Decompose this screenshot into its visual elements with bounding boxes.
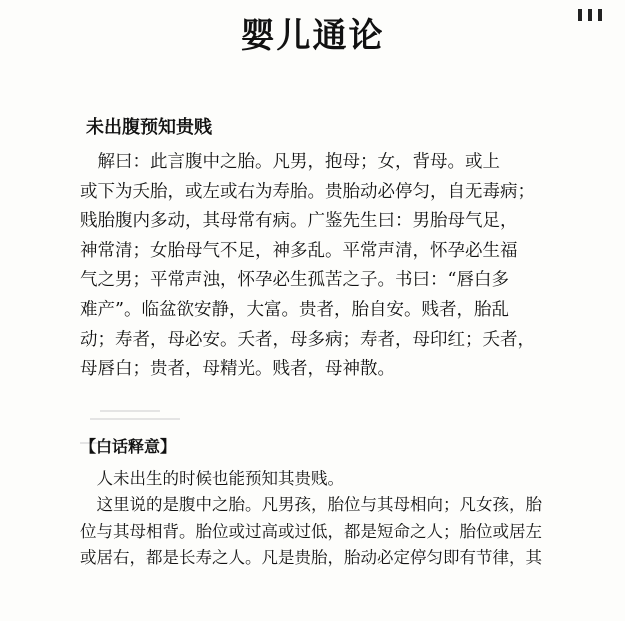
explanation-text-block	[80, 466, 590, 572]
text-line: 解曰：此言腹中之胎。凡男，抱母；女，背母。或上	[80, 152, 500, 172]
text-line: 气之男；平常声浊，怀孕必生孤苦之子。书曰：“唇白多	[80, 270, 509, 291]
text-line: 或下为夭胎，或左或右为寿胎。贵胎动必停匀，自无毒病；	[80, 181, 535, 202]
text-line: 位与其母相背。胎位或过高或过低，都是短命之人；胎位或居左	[80, 521, 542, 541]
section-heading: 未出腹预知贵贱	[86, 117, 212, 138]
explanation-heading: 【白话释意】	[80, 437, 177, 456]
text-line: 人未出生的时候也能预知其贵贱。	[80, 469, 344, 488]
classical-text-block	[80, 148, 590, 385]
text-line: 或居右，都是长寿之人。凡是贵胎，胎动必定停匀即有节律，其	[80, 548, 542, 568]
text-line: 贱胎腹内多动，其母常有病。广鉴先生曰：男胎母气足，	[80, 211, 518, 232]
text-line: 动；寿者，母必安。夭者，母多病；寿者，母印红；夭者，	[80, 329, 535, 350]
page-title: 婴儿通论	[240, 16, 385, 56]
text-line: 母唇白；贵者，母精光。贱者，母神散。	[80, 359, 395, 380]
text-line: 这里说的是腹中之胎。凡男孩，胎位与其母相向；凡女孩，胎	[80, 495, 542, 515]
text-line: 难产”。临盆欲安静，大富。贵者，胎自安。贱者，胎乱	[80, 299, 509, 320]
text-line: 神常清；女胎母气不足，神多乱。平常声清，怀孕必生福	[80, 240, 518, 261]
